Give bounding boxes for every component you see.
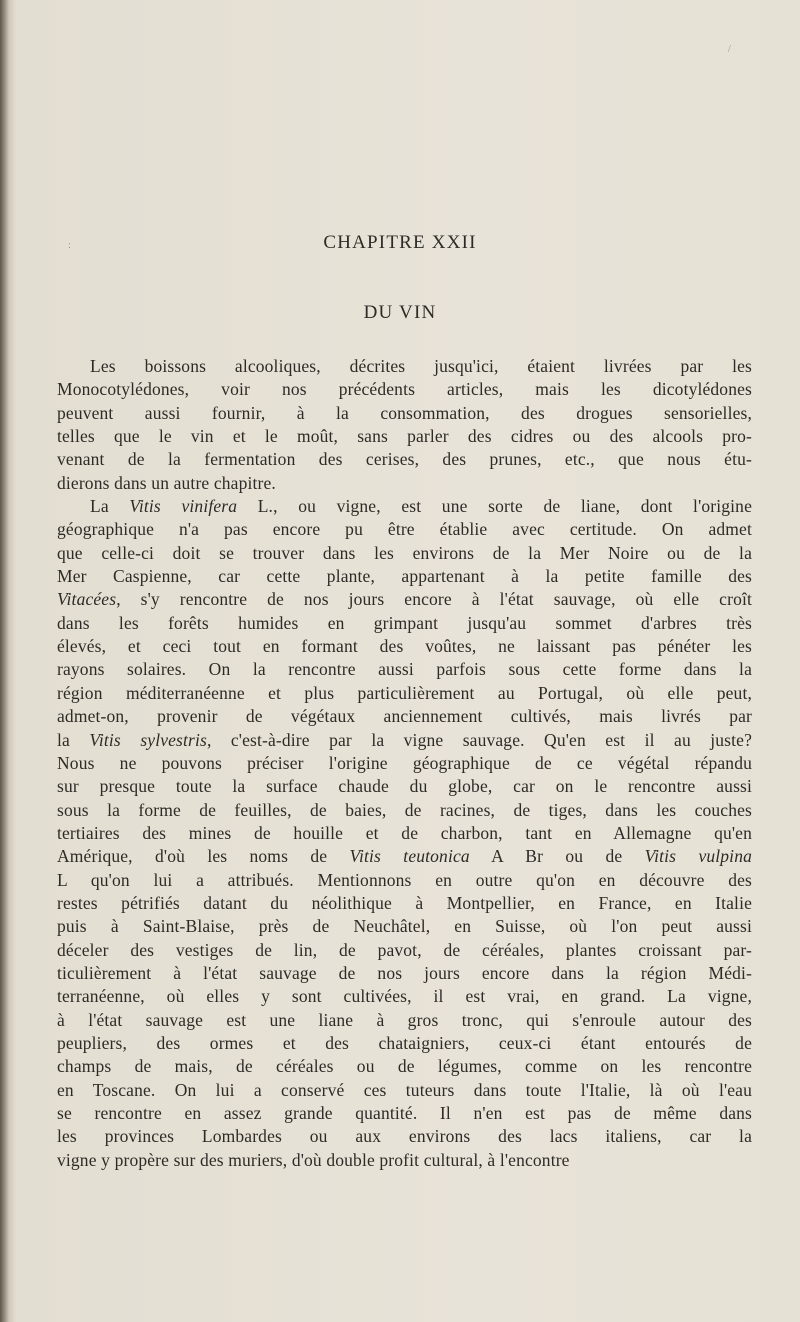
text-run: sous la forme de feuilles, de baies, de racines, de tiges, dans les couches (57, 799, 752, 820)
print-speck: : (68, 240, 71, 251)
text-line (57, 682, 752, 705)
text-line (57, 869, 752, 892)
text-run: sur presque toute la surface chaude du globe, car on le rencontre aussi (57, 776, 752, 797)
text-line (57, 985, 752, 1008)
text-line (57, 378, 752, 401)
text-run: L qu'on lui a attribués. Mentionnons en outre qu'on en découvre des (57, 869, 752, 890)
text-line (57, 1079, 752, 1102)
italic-term: Vitis vinifera (129, 496, 238, 517)
text-run: , c'est-à-dire par la vigne sauvage. Qu'en est il au juste? (206, 729, 752, 750)
text-run: peuvent aussi fournir, à la consommation, des drogues sensorielles, (57, 402, 752, 423)
text-run: peupliers, des ormes et des chataigniers, ceux-ci étant entourés de (57, 1032, 752, 1053)
text-run: rayons solaires. On la rencontre aussi parfois sous cette forme dans la (57, 659, 752, 680)
text-run: la (57, 729, 90, 750)
text-run: L., ou vigne, est une sorte de liane, dont l'origine (237, 496, 752, 517)
text-line (57, 939, 752, 962)
text-run: champs de mais, de céréales ou de légumes, comme on les rencontre (57, 1056, 752, 1077)
text-run: Amérique, d'où les noms de (57, 846, 350, 867)
italic-term: Vitacées (57, 589, 117, 610)
text-run: Nous ne pouvons préciser l'origine géographique de ce végétal répandu (57, 752, 752, 773)
paragraph (57, 495, 752, 1172)
print-speck: / (728, 44, 731, 55)
text-run: les provinces Lombardes ou aux environs des lacs italiens, car la (57, 1126, 752, 1147)
italic-term: Vitis teutonica (349, 846, 470, 867)
text-line (57, 635, 752, 658)
text-run: terranéenne, où elles y sont cultivées, il est vrai, en grand. La vigne, (57, 986, 752, 1007)
text-run: telles que le vin et le moût, sans parler des cidres ou des alcools pro- (57, 426, 752, 447)
text-line (57, 565, 752, 588)
text-line (57, 1149, 752, 1172)
text-line (57, 612, 752, 635)
text-line (57, 495, 752, 518)
text-line (57, 1009, 752, 1032)
italic-term: Vitis sylvestris (89, 729, 207, 750)
text-line (57, 822, 752, 845)
text-run: Les boissons alcooliques, décrites jusqu'ici, étaient livrées par les (90, 356, 752, 376)
text-line (57, 542, 752, 565)
text-line (57, 962, 752, 985)
text-run: région méditerranéenne et plus particulièrement au Portugal, où elle peut, (57, 682, 752, 703)
section-title: DU VIN (363, 302, 437, 323)
text-run: puis à Saint-Blaise, près de Neuchâtel, en Suisse, où l'on peut aussi (57, 916, 752, 937)
text-line (57, 518, 752, 541)
paragraph (57, 355, 752, 495)
text-line (57, 799, 752, 822)
text-run: Monocotylédones, voir nos précédents articles, mais les dicotylédones (57, 379, 752, 400)
text-line (57, 355, 752, 378)
text-line (57, 472, 752, 495)
text-run: élevés, et ceci tout en formant des voûtes, ne laissant pas pénéter les (57, 636, 752, 657)
italic-term: Vitis vulpina (644, 846, 752, 867)
text-line (57, 729, 752, 752)
text-line (57, 425, 752, 448)
text-run: en Toscane. On lui a conservé ces tuteurs dans toute l'Italie, là où l'eau (57, 1079, 752, 1100)
text-line (57, 915, 752, 938)
text-line (57, 1055, 752, 1078)
chapter-title: CHAPITRE XXII (323, 232, 477, 253)
text-run: admet-on, provenir de végétaux anciennement cultivés, mais livrés par (57, 706, 752, 727)
text-line (57, 1125, 752, 1148)
text-line (57, 448, 752, 471)
text-line (57, 1032, 752, 1055)
text-line (57, 892, 752, 915)
text-line (57, 705, 752, 728)
text-run: vigne y propère sur des muriers, d'où double profit cultural, à l'encontre (57, 1149, 570, 1170)
text-line (57, 775, 752, 798)
text-run: venant de la fermentation des cerises, des prunes, etc., que nous étu- (57, 449, 752, 470)
text-run: A Br ou de (469, 846, 645, 867)
text-line (57, 658, 752, 681)
text-run: que celle-ci doit se trouver dans les environs de la Mer Noire ou de la (57, 542, 752, 563)
text-run: dans les forêts humides en grimpant jusqu'au sommet d'arbres très (57, 612, 752, 633)
text-run: , s'y rencontre de nos jours encore à l'état sauvage, où elle croît (116, 589, 752, 610)
text-run: restes pétrifiés datant du néolithique à Montpellier, en France, en Italie (57, 892, 752, 913)
text-run: à l'état sauvage est une liane à gros tronc, qui s'enroule autour des (57, 1009, 752, 1030)
text-line (57, 402, 752, 425)
text-run: se rencontre en assez grande quantité. Il n'en est pas de même dans (57, 1103, 752, 1123)
text-line (57, 1102, 752, 1125)
text-run: tertiaires des mines de houille et de charbon, tant en Allemagne qu'en (57, 822, 752, 843)
text-line (57, 752, 752, 775)
text-run: ticulièrement à l'état sauvage de nos jours encore dans la région Médi- (57, 962, 752, 983)
text-run: La (90, 496, 130, 517)
text-run: Mer Caspienne, car cette plante, appartenant à la petite famille des (57, 566, 752, 587)
body-text (57, 355, 752, 1172)
text-line (57, 845, 752, 868)
text-run: déceler des vestiges de lin, de pavot, de céréales, plantes croissant par- (57, 939, 752, 960)
text-run: dierons dans un autre chapitre. (57, 472, 276, 493)
text-run: géographique n'a pas encore pu être établie avec certitude. On admet (57, 519, 752, 540)
text-line (57, 588, 752, 611)
